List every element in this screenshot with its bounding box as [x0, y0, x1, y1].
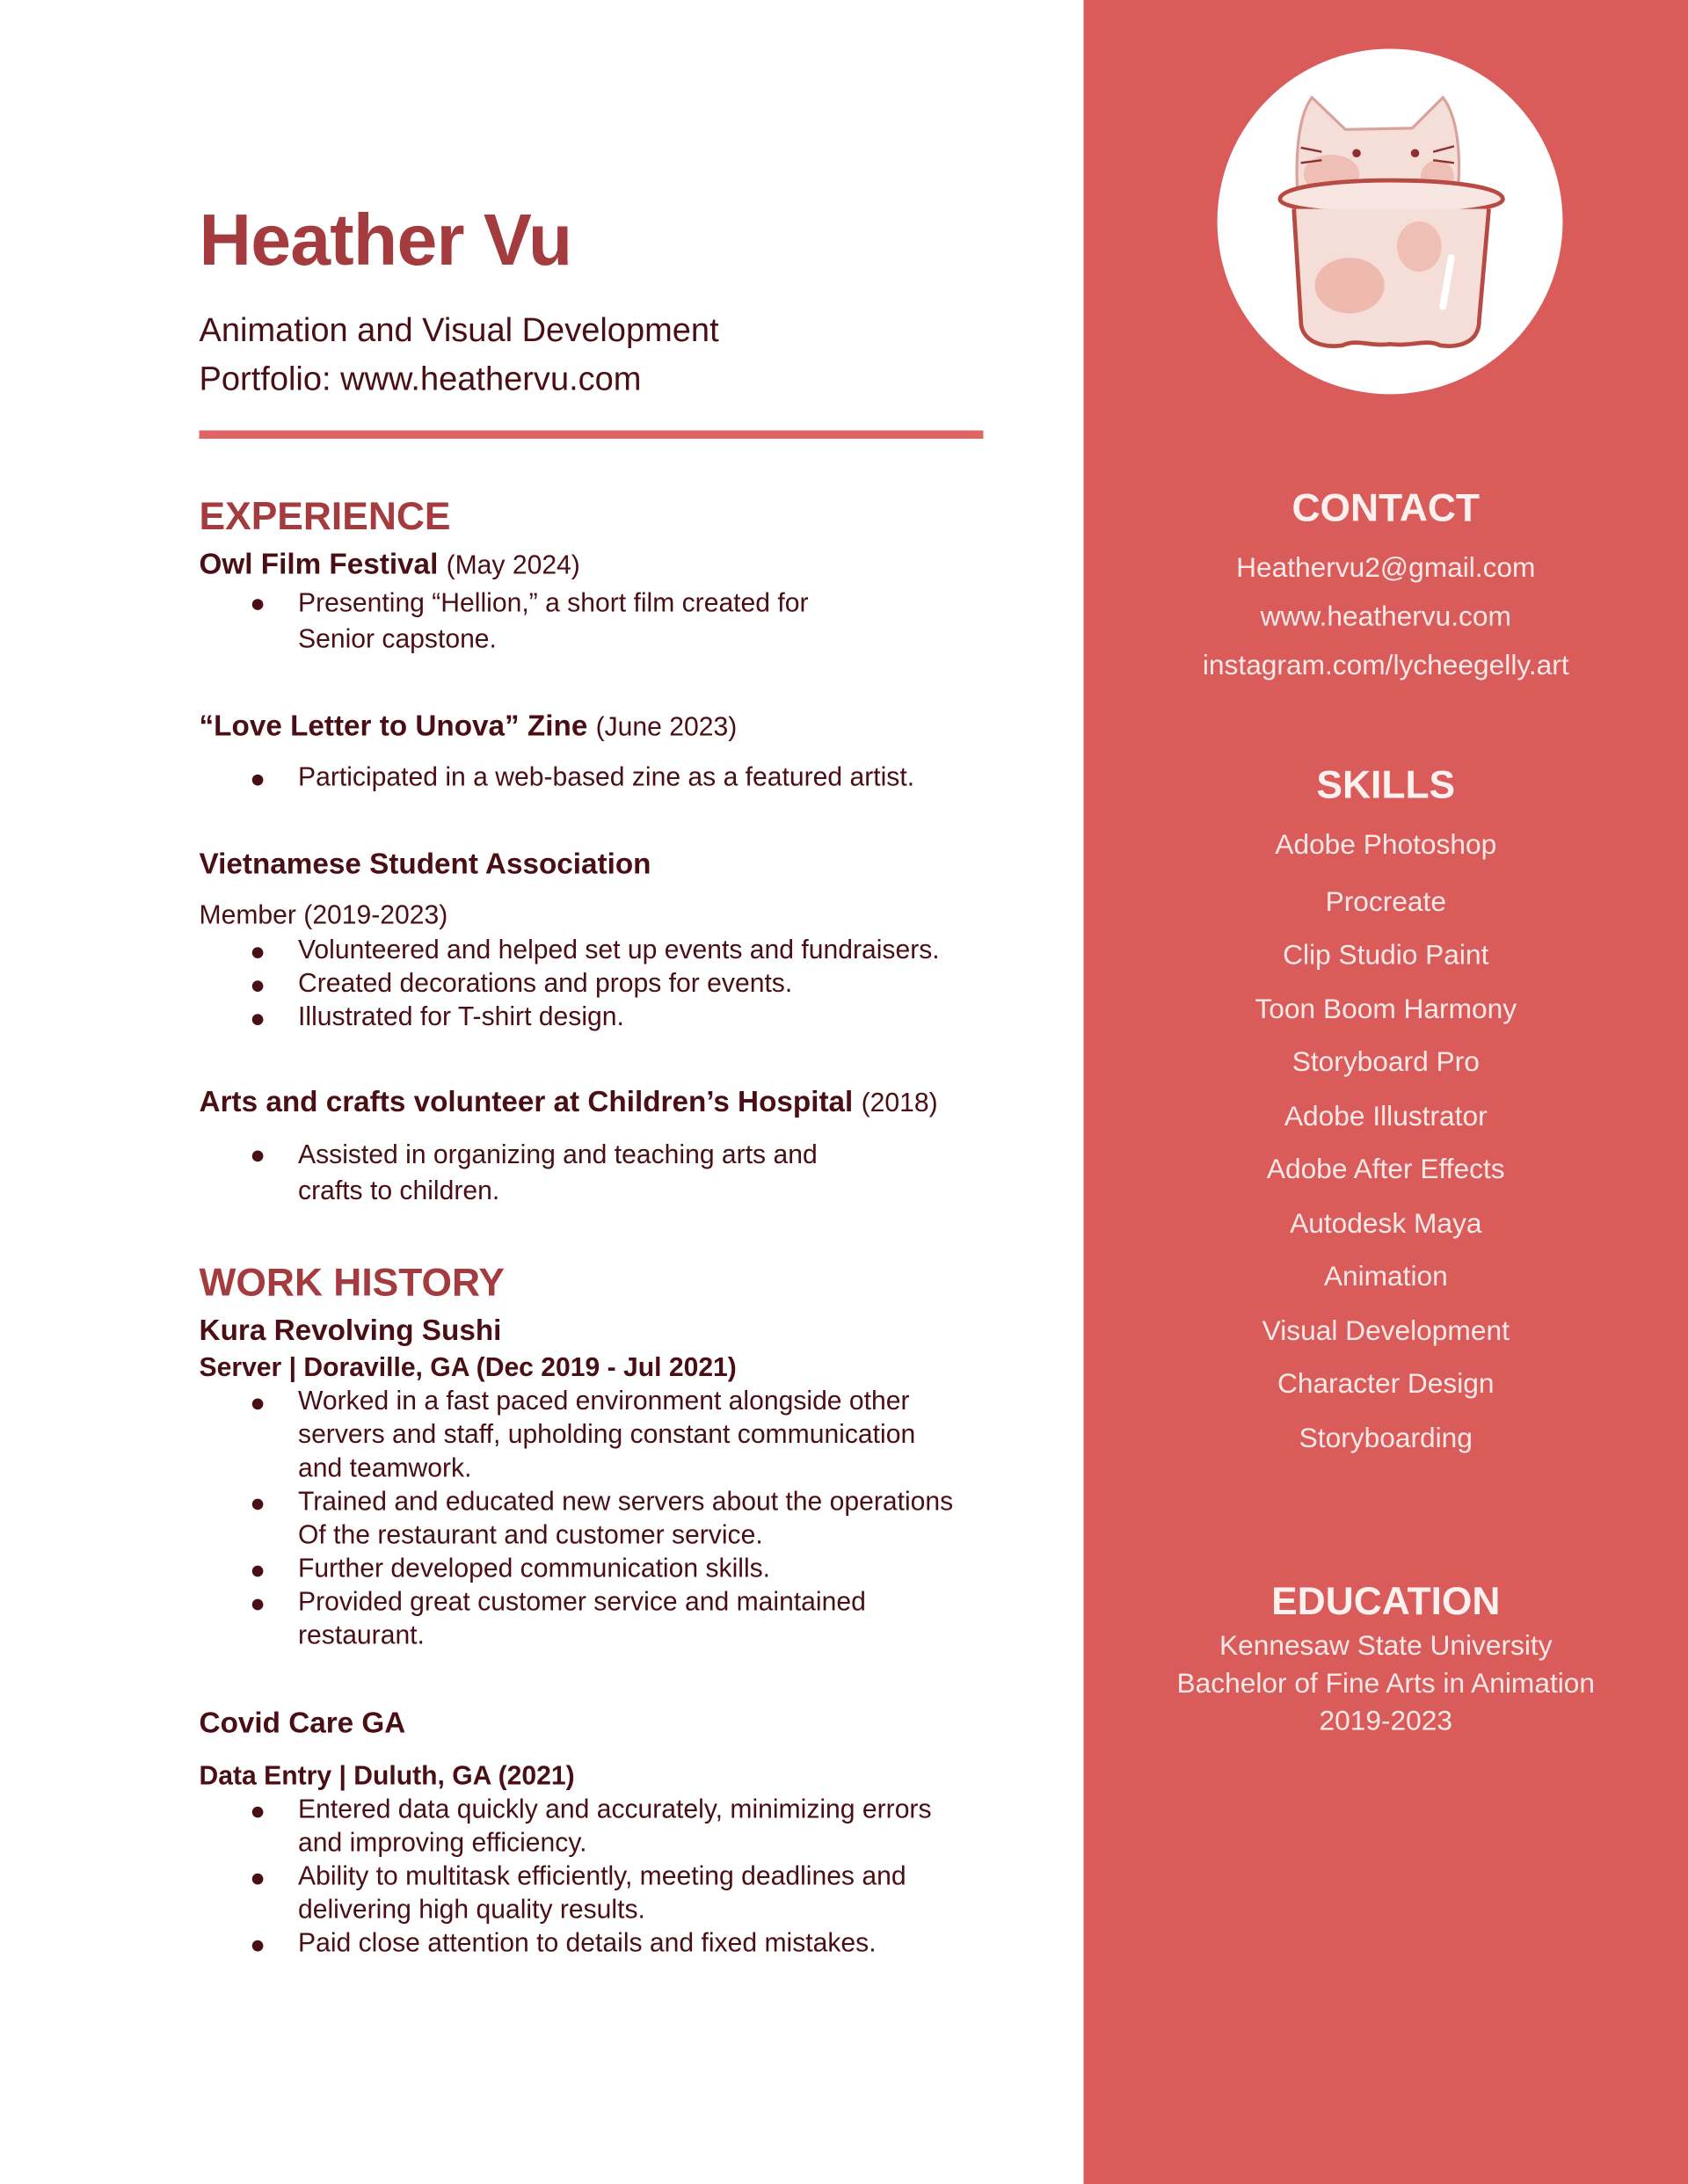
- list-item: Participated in a web-based zine as a featured artist.: [200, 762, 915, 796]
- skill-item: Procreate: [1325, 886, 1446, 918]
- education-heading: EDUCATION: [1271, 1579, 1501, 1623]
- cat-jelly-cup-illustration: [1218, 48, 1563, 394]
- job-name: Covid Care GA: [199, 1707, 406, 1740]
- skill-item: Adobe After Effects: [1266, 1154, 1505, 1186]
- list-item: Presenting “Hellion,” a short film created for Senior capstone.: [200, 586, 809, 659]
- skill-item: Storyboarding: [1299, 1423, 1473, 1454]
- list-item: Ability to multitask efficiently, meeting deadlines and delivering high quality results.: [200, 1860, 932, 1927]
- list-item: Entered data quickly and accurately, minimizing errors and improving efficiency.: [200, 1794, 932, 1860]
- job-date: (June 2023): [595, 713, 738, 743]
- bullet-list: [200, 762, 915, 796]
- job-name: Arts and crafts volunteer at Children’s Hospital: [199, 1086, 854, 1119]
- portfolio-link[interactable]: Portfolio: www.heathervu.com: [199, 360, 642, 399]
- job-date: (May 2024): [446, 551, 580, 581]
- skill-item: Autodesk Maya: [1290, 1208, 1482, 1240]
- job-name: Owl Film Festival: [199, 549, 439, 581]
- job-date: (2018): [861, 1088, 938, 1119]
- list-item: Paid close attention to details and fixed mistakes.: [200, 1928, 932, 1962]
- skills-heading: SKILLS: [1316, 763, 1456, 807]
- bullet-list: [200, 1138, 818, 1210]
- education-years: 2019-2023: [1319, 1706, 1453, 1737]
- job-title: [200, 546, 580, 586]
- list-item: Assisted in organizing and teaching arts and crafts to children.: [200, 1138, 818, 1210]
- contact-heading: CONTACT: [1291, 485, 1481, 529]
- contact-website[interactable]: www.heathervu.com: [1260, 601, 1511, 633]
- skill-item: Toon Boom Harmony: [1255, 994, 1517, 1025]
- list-item: Volunteered and helped set up events and fundraisers.: [200, 935, 940, 968]
- experience-heading: EXPERIENCE: [199, 494, 451, 538]
- job-role: Member (2019-2023): [199, 900, 448, 931]
- job-role: Server | Doraville, GA (Dec 2019 - Jul 2021): [199, 1353, 737, 1384]
- skill-item: Storyboard Pro: [1291, 1047, 1480, 1079]
- list-item: Created decorations and props for events.: [200, 968, 940, 1001]
- list-item: Trained and educated new servers about the operations Of the restaurant and customer service.: [200, 1486, 954, 1553]
- education-school: Kennesaw State University: [1219, 1631, 1553, 1662]
- candidate-subtitle: Animation and Visual Development: [199, 311, 719, 350]
- work-history-heading: WORK HISTORY: [199, 1260, 506, 1304]
- skill-item: Character Design: [1277, 1369, 1495, 1401]
- header-divider: [200, 431, 984, 440]
- education-degree: Bachelor of Fine Arts in Animation: [1176, 1668, 1596, 1700]
- skill-item: Visual Development: [1262, 1315, 1510, 1347]
- job-title: [200, 1084, 938, 1125]
- bullet-list: [200, 1794, 932, 1961]
- avatar: [1218, 48, 1563, 394]
- list-item: Provided great customer service and maintained restaurant.: [200, 1586, 954, 1653]
- list-item: Illustrated for T-shirt design.: [200, 1001, 940, 1035]
- job-name: “Love Letter to Unova” Zine: [199, 710, 588, 743]
- job-title: [200, 708, 738, 748]
- contact-instagram[interactable]: instagram.com/lycheegelly.art: [1202, 650, 1569, 681]
- candidate-name: Heather Vu: [199, 200, 572, 282]
- job-name: Kura Revolving Sushi: [199, 1314, 502, 1347]
- job-role: Data Entry | Duluth, GA (2021): [199, 1762, 575, 1792]
- skill-item: Adobe Illustrator: [1284, 1101, 1488, 1132]
- list-item: Worked in a fast paced environment alongside other servers and staff, upholding constant communication and teamwork.: [200, 1386, 954, 1486]
- skill-item: Adobe Photoshop: [1275, 830, 1497, 862]
- list-item: Further developed communication skills.: [200, 1553, 954, 1586]
- bullet-list: [200, 935, 940, 1035]
- skill-item: Animation: [1323, 1262, 1448, 1293]
- bullet-list: [200, 1386, 954, 1653]
- skills-list: [1084, 819, 1688, 1466]
- contact-email[interactable]: Heathervu2@gmail.com: [1236, 552, 1536, 584]
- job-name: Vietnamese Student Association: [199, 848, 651, 881]
- bullet-list: [200, 586, 809, 659]
- skill-item: Clip Studio Paint: [1283, 940, 1489, 972]
